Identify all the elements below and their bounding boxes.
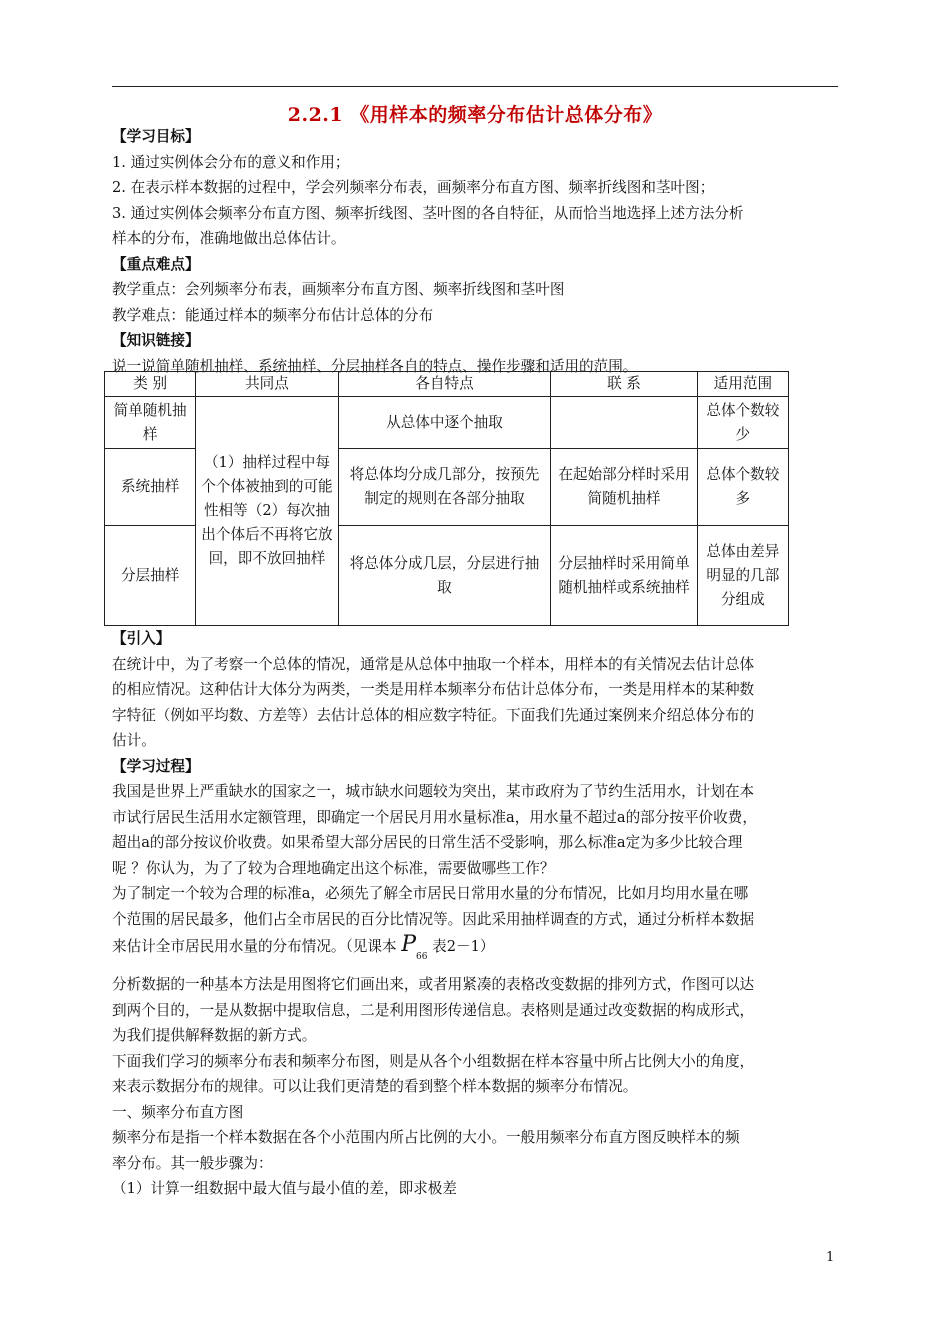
key-points: 教学重点：会列频率分布表，画频率分布直方图、频率折线图和茎叶图 [112,281,565,298]
table-header-cell: 联 系 [551,372,697,397]
table-header-cell: 共同点 [196,372,338,397]
paragraph-line: 呢 ？你认为，为了了较为合理地确定出这个标准，需要做哪些工作？ [112,859,555,877]
table-header-cell: 类 别 [105,372,196,397]
paragraph-line: 超出a的部分按议价收费。如果希望大部分居民的日常生活不受影响，那么标准a定为多少比较合理 [112,834,743,851]
paragraph-line-with-reference [112,932,842,968]
paragraph-line: 我国是世界上严重缺水的国家之一，城市缺水问题较为突出，某市政府为了节约生活用水，计划在本 [112,783,755,800]
goal-item: 3. 通过实例体会频率分布直方图、频率折线图、茎叶图的各自特征，从而恰当地选择上述方法分析 [112,204,744,222]
feature-cell: 将总体均分成几部分，按预先制定的规则在各部分抽取 [338,449,551,526]
paragraph-line: 字特征（例如平均数、方差等）去估计总体的相应数字特征。下面我们先通过案例来介绍总体分布的 [112,706,755,724]
textbook-page-ref: P [401,932,417,957]
relation-cell: 在起始部分样时采用简随机抽样 [551,449,697,526]
page-title: 2.2.1 《用样本的频率分布估计总体分布》 [287,104,663,126]
paragraph-line: 的相应情况。这种估计大体分为两类，一类是用样本频率分布估计总体分布，一类是用样本的某种数 [112,681,755,698]
scope-cell: 总体由差异明显的几部分组成 [697,526,788,626]
link-intro: 说一说简单随机抽样、系统抽样、分层抽样各自的特点、操作步骤和适用的范围。 [112,357,638,375]
section-heading: 【重点难点】 [112,255,200,273]
paragraph-line: 下面我们学习的频率分布表和频率分布图，则是从各个小组数据在样本容量中所占比例大小的角度， [112,1052,755,1070]
paragraph-line: 来表示数据分布的规律。可以让我们更清楚的看到整个样本数据的频率分布情况。 [112,1078,638,1095]
category-cell: 系统抽样 [105,449,196,526]
paragraph-line: 分析数据的一种基本方法是用图将它们画出来，或者用紧凑的表格改变数据的排列方式，作图可以达 [112,976,755,993]
goals-section [112,124,842,379]
difficulties: 教学难点：能通过样本的频率分布估计总体的分布 [112,306,434,324]
table-header-cell: 各自特点 [338,372,551,397]
header-rule [112,86,838,87]
paragraph-line: 在统计中，为了考察一个总体的情况，通常是从总体中抽取一个样本，用样本的有关情况去估计总体 [112,655,755,673]
intro-section [112,626,842,1202]
paragraph-line: 率分布。其一般步骤为： [112,1154,273,1172]
goal-item: 2. 在表示样本数据的过程中，学会列频率分布表，画频率分布直方图、频率折线图和茎叶图； [112,179,715,196]
paragraph-line: 为了制定一个较为合理的标准a，必须先了解全市居民日常用水量的分布情况，比如月均用水量在哪 [112,885,749,902]
textbook-page-number: 66 [416,952,428,962]
section-heading: 【学习过程】 [112,757,200,775]
paragraph-text: 来估计全市居民用水量的分布情况。（见课本 [112,938,397,955]
paragraph-line: 到两个目的，一是从数据中提取信息，二是利用图形传递信息。表格则是通过改变数据的构成形式， [112,1001,755,1019]
table-header-row [105,372,789,397]
category-cell: 简单随机抽样 [105,397,196,449]
sub-heading: 一、频率分布直方图 [112,1103,244,1121]
feature-cell: 从总体中逐个抽取 [338,397,551,449]
relation-cell [551,397,697,449]
scope-cell: 总体个数较少 [697,397,788,449]
section-heading: 【知识链接】 [112,332,200,349]
goal-item: 1. 通过实例体会分布的意义和作用； [112,153,350,171]
paragraph-line: 频率分布是指一个样本数据在各个小范围内所占比例的大小。一般用频率分布直方图反映样本的频 [112,1129,740,1146]
page-number: 1 [826,1250,835,1265]
step-item: （1）计算一组数据中最大值与最小值的差，即求极差 [112,1180,457,1197]
category-cell: 分层抽样 [105,526,196,626]
paragraph-line: 市试行居民生活用水定额管理，即确定一个居民月用水量标准a，用水量不超过a的部分按平价收费， [112,808,757,826]
sampling-comparison-table [104,371,789,626]
table-ref: 表2－1） [432,938,495,955]
scope-cell: 总体个数较多 [697,449,788,526]
goal-item: 样本的分布，准确地做出总体估计。 [112,230,346,247]
section-heading: 【学习目标】 [112,128,200,145]
paragraph-line: 估计。 [112,732,156,749]
paragraph-line: 个范围的居民最多，他们占全市居民的百分比情况等。因此采用抽样调查的方式，通过分析样本数据 [112,910,755,928]
section-heading: 【引入】 [112,630,171,647]
relation-cell: 分层抽样时采用简单随机抽样或系统抽样 [551,526,697,626]
table-row [105,397,789,449]
common-cell: （1）抽样过程中每个个体被抽到的可能性相等（2）每次抽出个体后不再将它放回，即不放回抽样 [196,397,338,626]
table-header-cell: 适用范围 [697,372,788,397]
feature-cell: 将总体分成几层，分层进行抽取 [338,526,551,626]
paragraph-line: 为我们提供解释数据的新方式。 [112,1027,317,1044]
